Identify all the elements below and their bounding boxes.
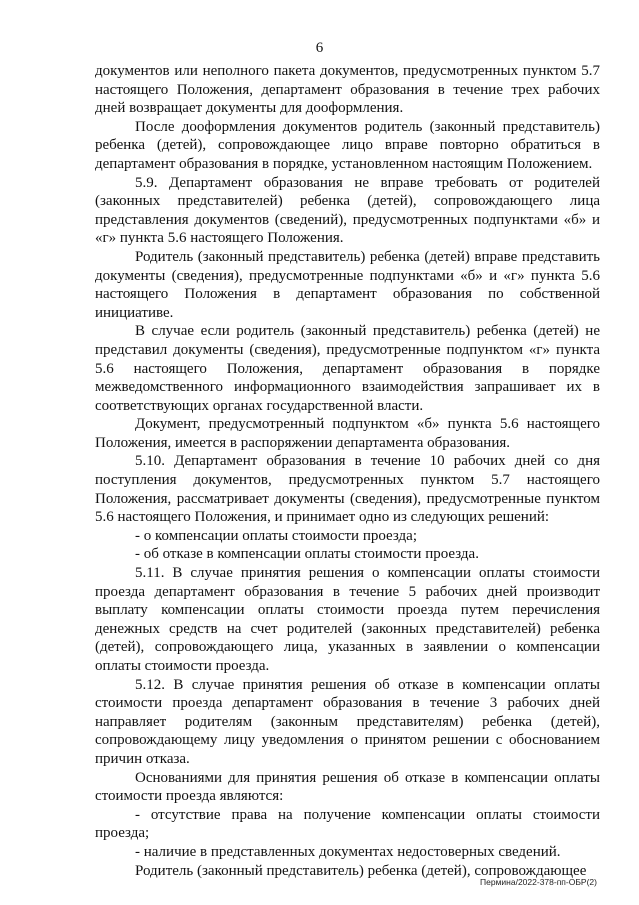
paragraph: Документ, предусмотренный подпунктом «б» пункта 5.6 настоящего Положения, имеется в распоряжении департамента образования. [95, 416, 600, 451]
paragraph-clause-5-11: 5.11. В случае принятия решения о компенсации оплаты стоимости проезда департамент образования в течение 5 рабочих дней производит выплату компенсации оплаты стоимости проезда путем перечисления денежных средств на счет родителей (законных представителей) ребенка (детей), сопровождающего лица, указанных в заявлении о компенсации оплаты стоимости проезда. [95, 565, 600, 674]
paragraph-clause-5-9: 5.9. Департамент образования не вправе требовать от родителей (законных представителей) ребенка (детей), сопровождающего лица представления документов (сведений), предусмотренных подпунктами «б» и «г» пункта 5.6 настоящего Положения. [95, 174, 600, 247]
list-item: - наличие в представленных документах недостоверных сведений. [135, 843, 561, 860]
paragraph: Родитель (законный представитель) ребенка (детей) вправе представить документы (сведения), предусмотренные подпунктами «б» и «г» пункта 5.6 настоящего Положения в департамент образования по собственной инициативе. [95, 248, 600, 321]
page-number: 6 [315, 40, 324, 56]
paragraph-clause-5-10: 5.10. Департамент образования в течение 10 рабочих дней со дня поступления документов, предусмотренных пунктом 5.7 настоящего Положения, рассматривает документы (сведения), предусмотренные пунктом 5.6 настоящего Положения, и принимает одно из следующих решений: [95, 453, 600, 526]
document-body [95, 62, 600, 880]
list-item: - о компенсации оплаты стоимости проезда; [135, 527, 417, 544]
document-code-footer: Пермина/2022-378-пп-ОБР(2) [480, 877, 597, 887]
paragraph: Основаниями для принятия решения об отказе в компенсации оплаты стоимости проезда являются: [95, 769, 600, 805]
paragraph-continuation: документов или неполного пакета документов, предусмотренных пунктом 5.7 настоящего Положения, департамент образования в течение трех рабочих дней возвращает документы для дооформления. [95, 63, 600, 117]
paragraph-continued-next-page: Родитель (законный представитель) ребенка (детей), сопровождающее [135, 862, 587, 879]
paragraph-clause-5-12: 5.12. В случае принятия решения об отказе в компенсации оплаты стоимости проезда департамент образования в течение 3 рабочих дней направляет родителям (законным представителям) ребенка (детей), сопровождающему лицу уведомления о принятом решении с обоснованием причин отказа. [95, 676, 600, 767]
list-item: - об отказе в компенсации оплаты стоимости проезда. [135, 546, 479, 563]
paragraph: После дооформления документов родитель (законный представитель) ребенка (детей), сопровождающее лицо вправе повторно обратиться в департамент образования в порядке, установленном настоящим Положением. [95, 118, 600, 172]
list-item: - отсутствие права на получение компенсации оплаты стоимости проезда; [95, 806, 600, 842]
paragraph: В случае если родитель (законный представитель) ребенка (детей) не представил документы (сведения), предусмотренные подпунктом «г» пункта 5.6 настоящего Положения, департамент образования в порядке межведомственного информационного взаимодействия запрашивает их в соответствующих органах государственной власти. [95, 323, 600, 414]
